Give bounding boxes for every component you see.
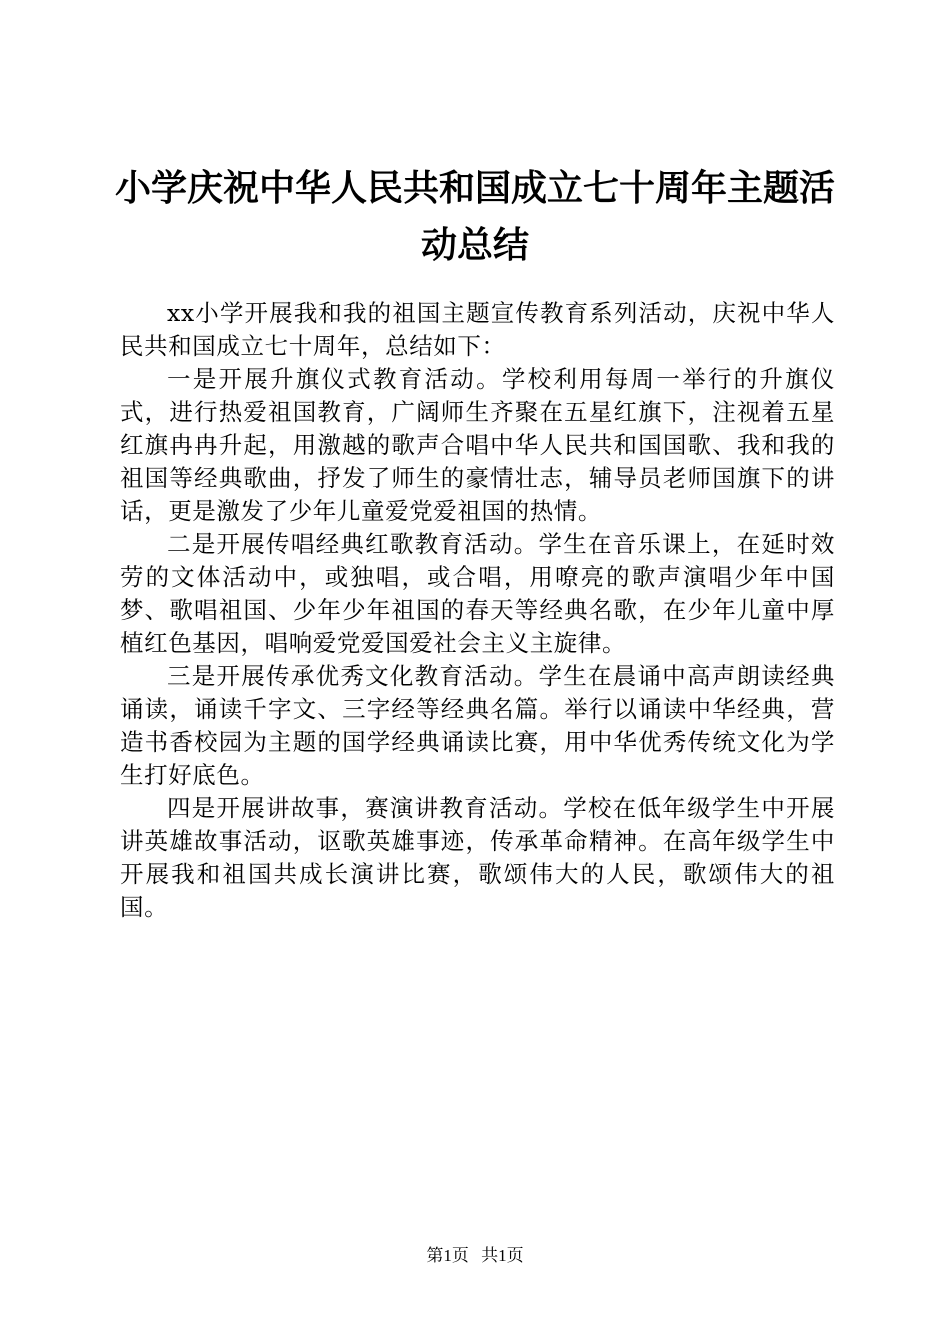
document-body (120, 297, 835, 924)
paragraph-red-songs: 二是开展传唱经典红歌教育活动。学生在音乐课上，在延时效劳的文体活动中，或独唱，或合唱，用嘹亮的歌声演唱少年中国梦、歌唱祖国、少年少年祖国的春天等经典名歌，在少年儿童中厚植红色基因，唱响爱党爱国爱社会主义主旋律。 (120, 530, 835, 657)
page-number: 第1页 (426, 1246, 469, 1265)
page-footer (0, 1244, 950, 1268)
paragraph-intro: xx小学开展我和我的祖国主题宣传教育系列活动，庆祝中华人民共和国成立七十周年，总结如下： (120, 299, 835, 360)
page-total: 共1页 (481, 1246, 524, 1265)
paragraph-storytelling: 四是开展讲故事，赛演讲教育活动。学校在低年级学生中开展讲英雄故事活动，讴歌英雄事迹，传承革命精神。在高年级学生中开展我和祖国共成长演讲比赛，歌颂伟大的人民，歌颂伟大的祖国。 (120, 794, 835, 921)
document-title: 小学庆祝中华人民共和国成立七十周年主题活动总结 (115, 167, 836, 266)
paragraph-flag-ceremony: 一是开展升旗仪式教育活动。学校利用每周一举行的升旗仪式，进行热爱祖国教育，广阔师生齐聚在五星红旗下，注视着五星红旗冉冉升起，用激越的歌声合唱中华人民共和国国歌、我和我的祖国等经典歌曲，抒发了师生的豪情壮志，辅导员老师国旗下的讲话，更是激发了少年儿童爱党爱祖国的热情。 (120, 365, 835, 525)
paragraph-classic-culture: 三是开展传承优秀文化教育活动。学生在晨诵中高声朗读经典诵读，诵读千字文、三字经等经典名篇。举行以诵读中华经典，营造书香校园为主题的国学经典诵读比赛，用中华优秀传统文化为学生打好底色。 (120, 662, 835, 789)
